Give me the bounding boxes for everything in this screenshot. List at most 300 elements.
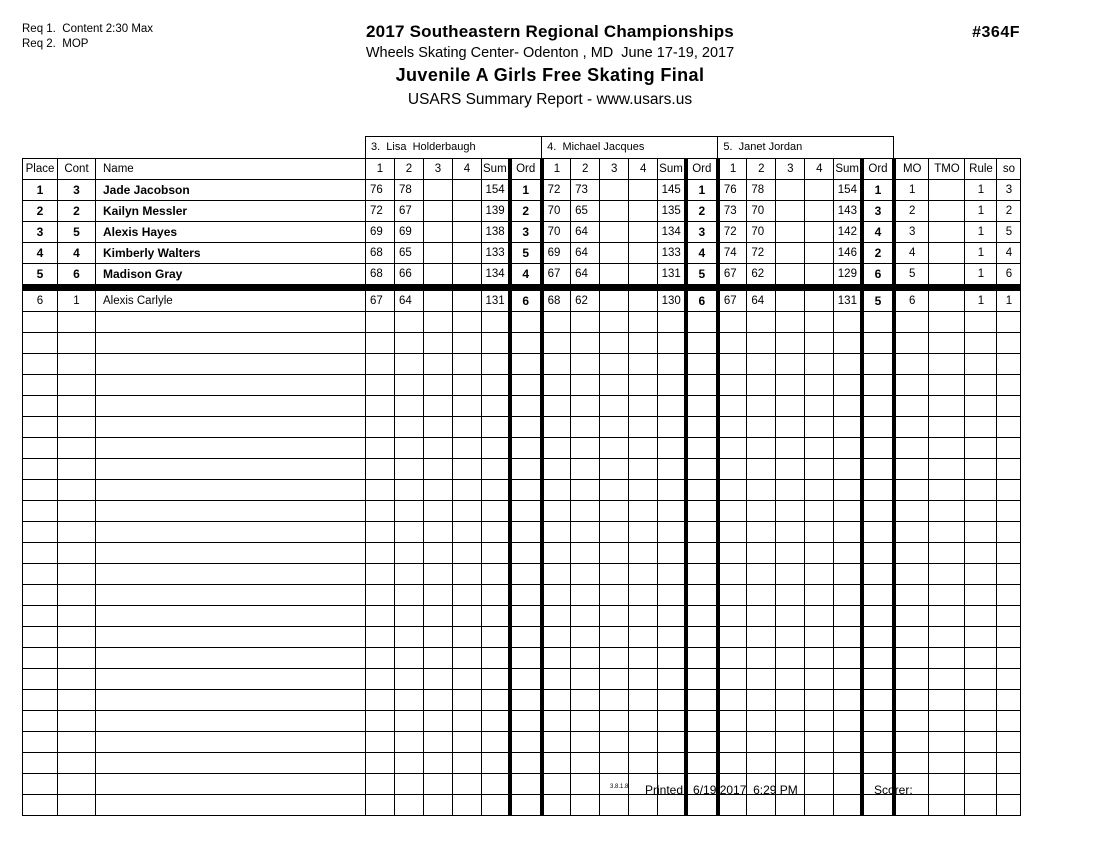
cont-cell bbox=[58, 669, 96, 690]
name-cell bbox=[96, 333, 366, 354]
name-cell bbox=[96, 501, 366, 522]
judge-banner: 3. Lisa Holderbaugh bbox=[366, 137, 542, 159]
judge-score-cell bbox=[424, 417, 453, 438]
judge-score-cell: 67 bbox=[718, 264, 747, 285]
judge-score-cell bbox=[453, 312, 482, 333]
judge-score-cell bbox=[366, 669, 395, 690]
cont-cell bbox=[58, 396, 96, 417]
judge-score-cell bbox=[747, 543, 776, 564]
judge-sum-cell bbox=[658, 690, 686, 711]
mo-cell bbox=[894, 459, 929, 480]
so-cell bbox=[997, 459, 1021, 480]
judge-sum-cell bbox=[834, 795, 862, 816]
rule-cell: 1 bbox=[965, 180, 997, 201]
judge-score-cell bbox=[571, 438, 600, 459]
judge-score-cell bbox=[600, 201, 629, 222]
judge-score-cell: 72 bbox=[718, 222, 747, 243]
judge-score-cell bbox=[542, 627, 571, 648]
so-cell: 1 bbox=[997, 291, 1021, 312]
judge-score-cell bbox=[718, 690, 747, 711]
judge-score-cell bbox=[718, 669, 747, 690]
cont-cell bbox=[58, 627, 96, 648]
tmo-cell bbox=[929, 690, 965, 711]
judge-score-cell: 67 bbox=[542, 264, 571, 285]
cont-cell: 1 bbox=[58, 291, 96, 312]
place-cell bbox=[23, 648, 58, 669]
cont-cell bbox=[58, 795, 96, 816]
judge-score-cell bbox=[395, 396, 424, 417]
judge-sum-cell: 129 bbox=[834, 264, 862, 285]
judge-score-cell bbox=[629, 180, 658, 201]
judge-ord-cell bbox=[862, 522, 894, 543]
judge-score-cell bbox=[395, 354, 424, 375]
judge-sum-cell bbox=[658, 753, 686, 774]
judge-ord-cell: 3 bbox=[686, 222, 718, 243]
judge-ord-cell bbox=[510, 627, 542, 648]
cont-cell bbox=[58, 732, 96, 753]
judge-score-cell bbox=[805, 795, 834, 816]
judge-ord-cell: 2 bbox=[686, 201, 718, 222]
judge-score-cell bbox=[747, 795, 776, 816]
judge-score-cell bbox=[424, 690, 453, 711]
judge-ord-cell bbox=[862, 312, 894, 333]
judge-sum-cell bbox=[834, 585, 862, 606]
judge-score-cell bbox=[571, 480, 600, 501]
judge-score-cell bbox=[600, 732, 629, 753]
skater-row bbox=[23, 201, 1021, 222]
judge-score-cell bbox=[395, 669, 424, 690]
cont-cell bbox=[58, 501, 96, 522]
judge-score-cell: 76 bbox=[718, 180, 747, 201]
judge-score-cell bbox=[366, 333, 395, 354]
judge-score-cell bbox=[718, 564, 747, 585]
mo-cell bbox=[894, 753, 929, 774]
judge-score-cell: 69 bbox=[542, 243, 571, 264]
so-cell: 4 bbox=[997, 243, 1021, 264]
judge-sum-cell bbox=[834, 312, 862, 333]
judge-sum-cell: 133 bbox=[482, 243, 510, 264]
so-cell bbox=[997, 333, 1021, 354]
empty-row bbox=[23, 585, 1021, 606]
banner-spacer-left bbox=[23, 137, 366, 159]
skater-row bbox=[23, 291, 1021, 312]
judge-score-cell bbox=[776, 243, 805, 264]
tmo-cell bbox=[929, 333, 965, 354]
tmo-cell bbox=[929, 291, 965, 312]
judge-sum-cell bbox=[658, 438, 686, 459]
judge-score-cell bbox=[718, 543, 747, 564]
judge-score-cell bbox=[747, 459, 776, 480]
judge-score-cell bbox=[747, 753, 776, 774]
name-cell bbox=[96, 480, 366, 501]
judge-sum-cell bbox=[658, 522, 686, 543]
mo-cell bbox=[894, 669, 929, 690]
col-header-score-2: 2 bbox=[747, 159, 776, 180]
judge-ord-cell bbox=[686, 459, 718, 480]
judge-ord-cell bbox=[510, 585, 542, 606]
judge-score-cell bbox=[805, 627, 834, 648]
championship-title: 2017 Southeastern Regional Championships bbox=[366, 22, 734, 41]
judge-ord-cell bbox=[862, 627, 894, 648]
tmo-cell bbox=[929, 648, 965, 669]
place-cell bbox=[23, 333, 58, 354]
judge-score-cell bbox=[542, 690, 571, 711]
judge-score-cell bbox=[395, 501, 424, 522]
judge-score-cell: 76 bbox=[366, 180, 395, 201]
place-cell: 2 bbox=[23, 201, 58, 222]
judge-score-cell bbox=[542, 753, 571, 774]
judge-score-cell: 70 bbox=[747, 222, 776, 243]
judge-sum-cell bbox=[658, 375, 686, 396]
skater-row bbox=[23, 180, 1021, 201]
results-table-wrap bbox=[22, 136, 1021, 816]
judge-score-cell bbox=[395, 795, 424, 816]
tmo-cell bbox=[929, 774, 965, 795]
req-line-2: Req 2. MOP bbox=[22, 38, 89, 50]
tmo-cell bbox=[929, 264, 965, 285]
tmo-cell bbox=[929, 669, 965, 690]
mo-cell bbox=[894, 333, 929, 354]
judge-sum-cell bbox=[834, 627, 862, 648]
judge-score-cell bbox=[805, 291, 834, 312]
req-line-1: Req 1. Content 2:30 Max bbox=[22, 23, 154, 35]
cont-cell bbox=[58, 312, 96, 333]
rule-cell bbox=[965, 711, 997, 732]
judge-score-cell bbox=[776, 180, 805, 201]
judge-score-cell bbox=[600, 543, 629, 564]
tmo-cell bbox=[929, 585, 965, 606]
judge-score-cell bbox=[366, 438, 395, 459]
judge-ord-cell: 1 bbox=[862, 180, 894, 201]
empty-row bbox=[23, 312, 1021, 333]
judge-score-cell bbox=[395, 543, 424, 564]
judge-score-cell bbox=[629, 396, 658, 417]
judge-score-cell bbox=[366, 690, 395, 711]
tmo-cell bbox=[929, 417, 965, 438]
tmo-cell bbox=[929, 375, 965, 396]
judge-score-cell bbox=[395, 459, 424, 480]
judge-score-cell bbox=[747, 606, 776, 627]
judge-score-cell bbox=[366, 564, 395, 585]
judge-score-cell: 67 bbox=[718, 291, 747, 312]
judge-score-cell bbox=[718, 312, 747, 333]
rule-cell bbox=[965, 417, 997, 438]
judge-banner: 5. Janet Jordan bbox=[718, 137, 894, 159]
cont-cell bbox=[58, 417, 96, 438]
judge-score-cell bbox=[453, 333, 482, 354]
judge-score-cell: 72 bbox=[542, 180, 571, 201]
cont-cell bbox=[58, 543, 96, 564]
rule-cell: 1 bbox=[965, 291, 997, 312]
judge-sum-cell bbox=[482, 543, 510, 564]
place-cell bbox=[23, 753, 58, 774]
judge-score-cell bbox=[395, 375, 424, 396]
judge-score-cell bbox=[395, 480, 424, 501]
tmo-cell bbox=[929, 501, 965, 522]
rule-cell bbox=[965, 543, 997, 564]
name-cell bbox=[96, 522, 366, 543]
judge-score-cell bbox=[718, 417, 747, 438]
judge-score-cell bbox=[776, 417, 805, 438]
rule-cell bbox=[965, 606, 997, 627]
judge-score-cell bbox=[718, 522, 747, 543]
judge-score-cell: 68 bbox=[542, 291, 571, 312]
judge-sum-cell: 134 bbox=[658, 222, 686, 243]
judge-score-cell bbox=[424, 354, 453, 375]
judge-score-cell bbox=[453, 690, 482, 711]
col-header-sum: Sum bbox=[834, 159, 862, 180]
place-cell bbox=[23, 585, 58, 606]
judge-sum-cell: 138 bbox=[482, 222, 510, 243]
judge-score-cell bbox=[571, 354, 600, 375]
judge-score-cell bbox=[542, 312, 571, 333]
empty-row bbox=[23, 627, 1021, 648]
judge-score-cell bbox=[600, 564, 629, 585]
rule-cell bbox=[965, 753, 997, 774]
judge-ord-cell bbox=[686, 333, 718, 354]
so-cell bbox=[997, 606, 1021, 627]
judge-score-cell: 68 bbox=[366, 243, 395, 264]
place-cell bbox=[23, 711, 58, 732]
judge-ord-cell bbox=[686, 753, 718, 774]
name-cell: Madison Gray bbox=[96, 264, 366, 285]
judge-score-cell bbox=[718, 627, 747, 648]
judge-ord-cell bbox=[862, 333, 894, 354]
cont-cell bbox=[58, 354, 96, 375]
judge-score-cell: 73 bbox=[571, 180, 600, 201]
empty-row bbox=[23, 564, 1021, 585]
judge-score-cell bbox=[776, 264, 805, 285]
col-header-rule: Rule bbox=[965, 159, 997, 180]
judge-sum-cell bbox=[482, 354, 510, 375]
judge-ord-cell bbox=[510, 606, 542, 627]
judge-sum-cell: 134 bbox=[482, 264, 510, 285]
place-cell bbox=[23, 417, 58, 438]
place-cell bbox=[23, 354, 58, 375]
cont-cell bbox=[58, 648, 96, 669]
judge-sum-cell: 135 bbox=[658, 201, 686, 222]
empty-row bbox=[23, 438, 1021, 459]
mo-cell bbox=[894, 690, 929, 711]
judge-ord-cell bbox=[686, 732, 718, 753]
col-header-score-1: 1 bbox=[366, 159, 395, 180]
empty-row bbox=[23, 795, 1021, 816]
judge-score-cell bbox=[747, 648, 776, 669]
tmo-cell bbox=[929, 795, 965, 816]
so-cell bbox=[997, 732, 1021, 753]
place-cell bbox=[23, 627, 58, 648]
judge-score-cell: 78 bbox=[395, 180, 424, 201]
name-cell: Alexis Hayes bbox=[96, 222, 366, 243]
judge-score-cell bbox=[805, 711, 834, 732]
judge-ord-cell bbox=[686, 354, 718, 375]
judge-sum-cell bbox=[834, 354, 862, 375]
judge-sum-cell bbox=[658, 627, 686, 648]
judge-score-cell bbox=[805, 264, 834, 285]
cont-cell: 4 bbox=[58, 243, 96, 264]
judge-score-cell bbox=[600, 753, 629, 774]
judge-score-cell bbox=[424, 606, 453, 627]
judge-score-cell bbox=[395, 585, 424, 606]
judge-ord-cell bbox=[686, 711, 718, 732]
name-cell bbox=[96, 564, 366, 585]
judge-score-cell bbox=[805, 564, 834, 585]
judge-sum-cell bbox=[482, 732, 510, 753]
banner-spacer-right bbox=[894, 137, 1021, 159]
judge-score-cell bbox=[571, 312, 600, 333]
name-cell: Kimberly Walters bbox=[96, 243, 366, 264]
judge-score-cell: 69 bbox=[366, 222, 395, 243]
place-cell bbox=[23, 774, 58, 795]
judge-score-cell bbox=[600, 417, 629, 438]
name-cell bbox=[96, 711, 366, 732]
judge-sum-cell bbox=[482, 585, 510, 606]
judge-score-cell bbox=[571, 585, 600, 606]
judge-score-cell bbox=[542, 669, 571, 690]
cont-cell bbox=[58, 480, 96, 501]
so-cell: 3 bbox=[997, 180, 1021, 201]
so-cell bbox=[997, 375, 1021, 396]
judge-ord-cell bbox=[862, 753, 894, 774]
place-cell: 1 bbox=[23, 180, 58, 201]
judge-score-cell bbox=[776, 648, 805, 669]
mo-cell bbox=[894, 795, 929, 816]
judge-sum-cell bbox=[482, 753, 510, 774]
judge-score-cell bbox=[424, 627, 453, 648]
judge-score-cell bbox=[718, 480, 747, 501]
col-header-ord: Ord bbox=[510, 159, 542, 180]
tmo-cell bbox=[929, 564, 965, 585]
so-cell bbox=[997, 564, 1021, 585]
judge-score-cell bbox=[600, 438, 629, 459]
judge-score-cell bbox=[776, 312, 805, 333]
place-cell bbox=[23, 438, 58, 459]
event-number: #364F bbox=[972, 24, 1020, 41]
judge-sum-cell bbox=[834, 417, 862, 438]
judge-score-cell bbox=[600, 501, 629, 522]
judge-score-cell bbox=[629, 606, 658, 627]
judge-score-cell bbox=[424, 264, 453, 285]
rule-cell bbox=[965, 354, 997, 375]
judge-score-cell bbox=[747, 417, 776, 438]
judge-ord-cell: 1 bbox=[686, 180, 718, 201]
rule-cell bbox=[965, 375, 997, 396]
judge-score-cell bbox=[718, 438, 747, 459]
judge-score-cell bbox=[424, 543, 453, 564]
judge-sum-cell bbox=[658, 417, 686, 438]
judge-score-cell bbox=[395, 648, 424, 669]
empty-row bbox=[23, 375, 1021, 396]
judge-score-cell bbox=[424, 396, 453, 417]
judge-score-cell bbox=[424, 564, 453, 585]
judge-sum-cell bbox=[482, 690, 510, 711]
judge-sum-cell bbox=[482, 333, 510, 354]
judge-score-cell bbox=[747, 333, 776, 354]
mo-cell bbox=[894, 417, 929, 438]
mo-cell bbox=[894, 606, 929, 627]
judge-score-cell bbox=[805, 501, 834, 522]
cont-cell bbox=[58, 522, 96, 543]
judge-score-cell bbox=[747, 711, 776, 732]
name-cell bbox=[96, 459, 366, 480]
judge-ord-cell: 5 bbox=[510, 243, 542, 264]
judge-sum-cell bbox=[658, 459, 686, 480]
judge-sum-cell bbox=[834, 333, 862, 354]
place-cell bbox=[23, 543, 58, 564]
judge-score-cell bbox=[366, 648, 395, 669]
judge-sum-cell bbox=[482, 375, 510, 396]
judge-ord-cell bbox=[510, 690, 542, 711]
judge-score-cell bbox=[747, 438, 776, 459]
mo-cell bbox=[894, 354, 929, 375]
cont-cell bbox=[58, 690, 96, 711]
judge-score-cell bbox=[747, 564, 776, 585]
tmo-cell bbox=[929, 732, 965, 753]
name-cell bbox=[96, 753, 366, 774]
judge-score-cell bbox=[629, 711, 658, 732]
judge-sum-cell bbox=[658, 585, 686, 606]
mo-cell: 5 bbox=[894, 264, 929, 285]
name-cell bbox=[96, 795, 366, 816]
judge-score-cell bbox=[629, 243, 658, 264]
judge-sum-cell bbox=[834, 690, 862, 711]
tmo-cell bbox=[929, 396, 965, 417]
judge-sum-cell bbox=[658, 396, 686, 417]
cont-cell bbox=[58, 753, 96, 774]
skater-row bbox=[23, 222, 1021, 243]
rule-cell bbox=[965, 585, 997, 606]
judge-score-cell bbox=[776, 438, 805, 459]
judge-score-cell bbox=[453, 774, 482, 795]
so-cell bbox=[997, 396, 1021, 417]
col-header-score-1: 1 bbox=[718, 159, 747, 180]
judge-score-cell: 70 bbox=[747, 201, 776, 222]
judge-ord-cell bbox=[510, 711, 542, 732]
place-cell bbox=[23, 564, 58, 585]
place-cell bbox=[23, 312, 58, 333]
judge-sum-cell bbox=[834, 711, 862, 732]
name-cell bbox=[96, 732, 366, 753]
judge-score-cell bbox=[805, 522, 834, 543]
judge-sum-cell bbox=[482, 711, 510, 732]
name-cell: Kailyn Messler bbox=[96, 201, 366, 222]
name-cell bbox=[96, 354, 366, 375]
judge-score-cell bbox=[453, 501, 482, 522]
judge-ord-cell bbox=[510, 354, 542, 375]
judge-score-cell bbox=[542, 459, 571, 480]
judge-score-cell bbox=[424, 732, 453, 753]
judge-score-cell bbox=[805, 354, 834, 375]
judge-score-cell bbox=[776, 732, 805, 753]
judge-score-cell bbox=[366, 459, 395, 480]
rule-cell bbox=[965, 669, 997, 690]
place-cell bbox=[23, 669, 58, 690]
judge-score-cell bbox=[718, 501, 747, 522]
so-cell bbox=[997, 522, 1021, 543]
name-cell bbox=[96, 669, 366, 690]
judge-score-cell bbox=[453, 669, 482, 690]
col-header-score-3: 3 bbox=[776, 159, 805, 180]
name-cell: Alexis Carlyle bbox=[96, 291, 366, 312]
judge-sum-cell: 131 bbox=[834, 291, 862, 312]
judge-score-cell: 64 bbox=[395, 291, 424, 312]
judge-score-cell bbox=[776, 753, 805, 774]
judge-sum-cell bbox=[658, 606, 686, 627]
judge-sum-cell bbox=[834, 459, 862, 480]
judge-score-cell bbox=[424, 669, 453, 690]
skater-row bbox=[23, 264, 1021, 285]
empty-row bbox=[23, 648, 1021, 669]
